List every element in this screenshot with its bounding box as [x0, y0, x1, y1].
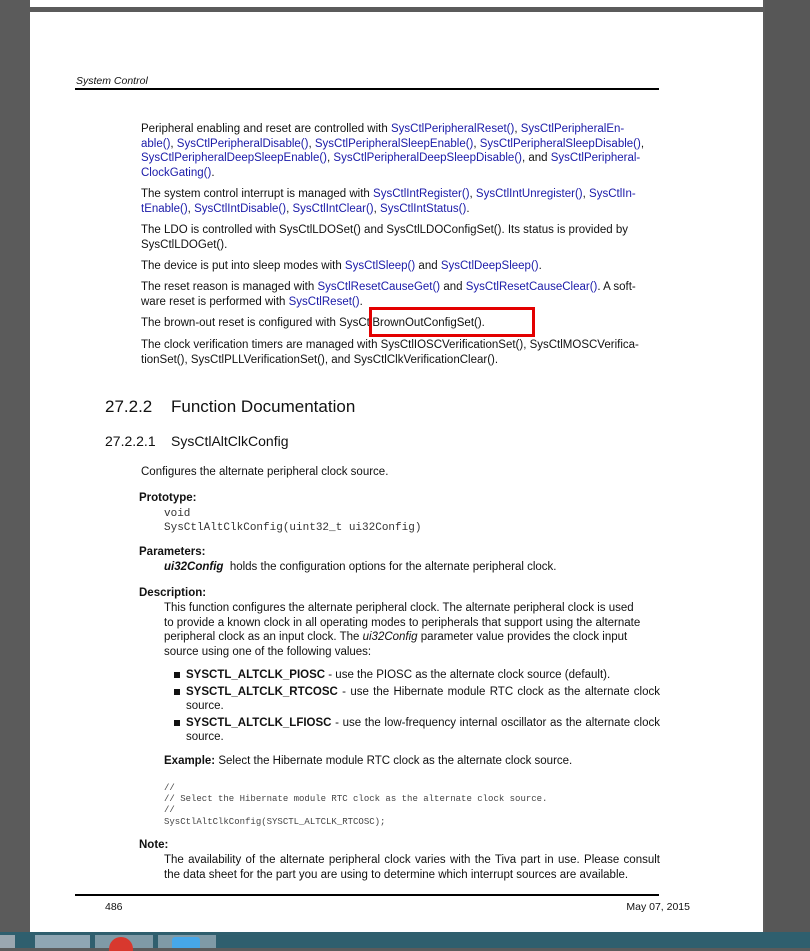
description-label: Description:: [139, 587, 207, 599]
bullet-item: SYSCTL_ALTCLK_PIOSC - use the PIOSC as the alternate clock source (default).: [174, 668, 660, 682]
function-link[interactable]: SysCtlReset(): [288, 295, 360, 308]
app-icon: [172, 937, 200, 948]
function-link[interactable]: SysCtlIn-: [589, 188, 636, 200]
paragraph-interrupt: The system control interrupt is managed with SysCtlIntRegister(), SysCtlIntUnregister(), SysCtlIn- tEnable(), SysCtlIntDisable(), SysCtlIntClear(), SysCtlIntStatus().: [141, 188, 636, 215]
function-link[interactable]: SysCtlPeripheralDisable(): [176, 137, 309, 150]
example-text: Select the Hibernate module RTC clock as the alternate clock source.: [215, 755, 573, 767]
viewer-margin: [765, 0, 810, 932]
paragraph-reset-reason: The reset reason is managed with SysCtlResetCauseGet() and SysCtlResetCauseClear(). A soft- ware reset is performed with SysCtlReset().: [141, 281, 636, 308]
function-link[interactable]: SysCtlIntUnregister(): [475, 188, 583, 200]
subsection-title: SysCtlAltClkConfig: [171, 433, 289, 449]
header-rule: [75, 88, 659, 90]
bullet-item: SYSCTL_ALTCLK_RTCOSC - use the Hibernate module RTC clock as the alternate clock source.: [174, 685, 660, 713]
previous-page-bottom: [30, 0, 763, 7]
page-number: 486: [105, 901, 123, 913]
example-label: Example:: [164, 755, 216, 767]
note-label: Note:: [139, 839, 169, 851]
running-header: System Control: [76, 75, 148, 87]
section-title: Function Documentation: [171, 397, 356, 416]
function-link[interactable]: SysCtlPeripheralSleepDisable(): [479, 137, 641, 150]
parameter-description: holds the configuration options for the alternate peripheral clock.: [229, 561, 557, 573]
parameter-entry: [164, 560, 660, 575]
function-summary: Configures the alternate peripheral clock source.: [141, 466, 389, 478]
function-link[interactable]: SysCtlSleep(): [344, 260, 416, 272]
subsection-number: 27.2.2.1: [105, 433, 156, 449]
bullet-square-icon: [174, 720, 180, 726]
function-link[interactable]: able(): [141, 137, 171, 150]
paragraph-ldo: The LDO is controlled with SysCtlLDOSet() and SysCtlLDOConfigSet(). Its status is provided by SysCtlLDOGet().: [141, 224, 629, 251]
function-link[interactable]: SysCtlPeripheralDeepSleepEnable(): [141, 152, 328, 164]
function-link[interactable]: SysCtlDeepSleep(): [440, 260, 539, 272]
highlight-box: [369, 307, 535, 337]
function-link[interactable]: SysCtlPeripheralDeepSleepDisable(): [333, 152, 522, 164]
function-link[interactable]: SysCtlIntRegister(): [373, 188, 470, 200]
taskbar-app-icon[interactable]: [158, 935, 216, 948]
note-text: The availability of the alternate peripheral clock varies with the Tiva part in use. Please consult the data sheet for the part you are using to determine which interrupt sources are available.: [164, 854, 660, 881]
taskbar-browser-icon[interactable]: [95, 935, 153, 948]
paragraph-brown-out: The brown-out reset is configured with SysCtlBrownOutConfigSet().: [141, 317, 485, 329]
function-link[interactable]: SysCtlPeripheralEn-: [520, 123, 625, 135]
function-link[interactable]: tEnable(): [141, 202, 188, 215]
browser-icon: [109, 937, 133, 951]
paragraph-clock-verification: The clock verification timers are managed with SysCtlIOSCVerificationSet(), SysCtlMOSCVerifica- tionSet(), SysCtlPLLVerificationSet(), and SysCtlClkVerificationClear().: [141, 339, 639, 366]
code-line: SysCtlAltClkConfig(SYSCTL_ALTCLK_RTCOSC);: [164, 817, 386, 827]
bullet-square-icon: [174, 689, 180, 695]
prototype-signature: SysCtlAltClkConfig(uint32_t ui32Config): [164, 522, 422, 534]
footer-date: May 07, 2015: [626, 901, 690, 913]
function-link[interactable]: SysCtlIntStatus(): [380, 202, 467, 215]
prototype-return-type: void: [164, 508, 191, 520]
function-link[interactable]: SysCtlIntClear(): [292, 202, 374, 215]
function-link[interactable]: SysCtlPeripheralReset(): [390, 123, 515, 135]
taskbar-app-icon[interactable]: [35, 935, 90, 948]
section-number: 27.2.2: [105, 397, 153, 416]
code-line: // Select the Hibernate module RTC clock as the alternate clock source.: [164, 794, 548, 804]
bullet-item: SYSCTL_ALTCLK_LFIOSC - use the low-frequency internal oscillator as the alternate clock source.: [174, 716, 660, 744]
taskbar-app-icon[interactable]: [0, 935, 15, 948]
footer-rule: [75, 894, 659, 896]
paragraph-peripheral-enabling: Peripheral enabling and reset are controlled with SysCtlPeripheralReset(), SysCtlPeripheralEn- able(), SysCtlPeripheralDisable(), SysCtlPeripheralSleepEnable(), SysCtlPeripheralSleepDisable(), SysCtlPeripheralDeepSleepEnable(), SysCtlPeripheralDeepSleepDisable(), and SysCtlPeripheral- ClockGating().: [141, 123, 645, 179]
function-link[interactable]: SysCtlResetCauseGet(): [317, 281, 441, 293]
function-link[interactable]: SysCtlPeripheralSleepEnable(): [314, 137, 474, 150]
description-text: This function configures the alternate peripheral clock. The alternate peripheral clock is used to provide a known clock in all operating modes to peripherals that support using the alternate peripheral clock as an input clock. The ui32Config parameter value provides the clock input source using one of the following values:: [164, 602, 641, 658]
parameter-name: ui32Config: [164, 561, 224, 573]
code-line: //: [164, 805, 175, 815]
function-link[interactable]: ClockGating(): [141, 166, 212, 179]
parameters-label: Parameters:: [139, 546, 206, 558]
function-link[interactable]: SysCtlPeripheral-: [550, 152, 641, 164]
function-link[interactable]: SysCtlResetCauseClear(): [465, 281, 598, 293]
example-line: [164, 754, 660, 769]
bullet-square-icon: [174, 672, 180, 678]
prototype-label: Prototype:: [139, 492, 197, 504]
paragraph-sleep: The device is put into sleep modes with SysCtlSleep() and SysCtlDeepSleep().: [141, 260, 542, 272]
code-line: //: [164, 783, 175, 793]
function-link[interactable]: SysCtlIntDisable(): [194, 202, 287, 215]
